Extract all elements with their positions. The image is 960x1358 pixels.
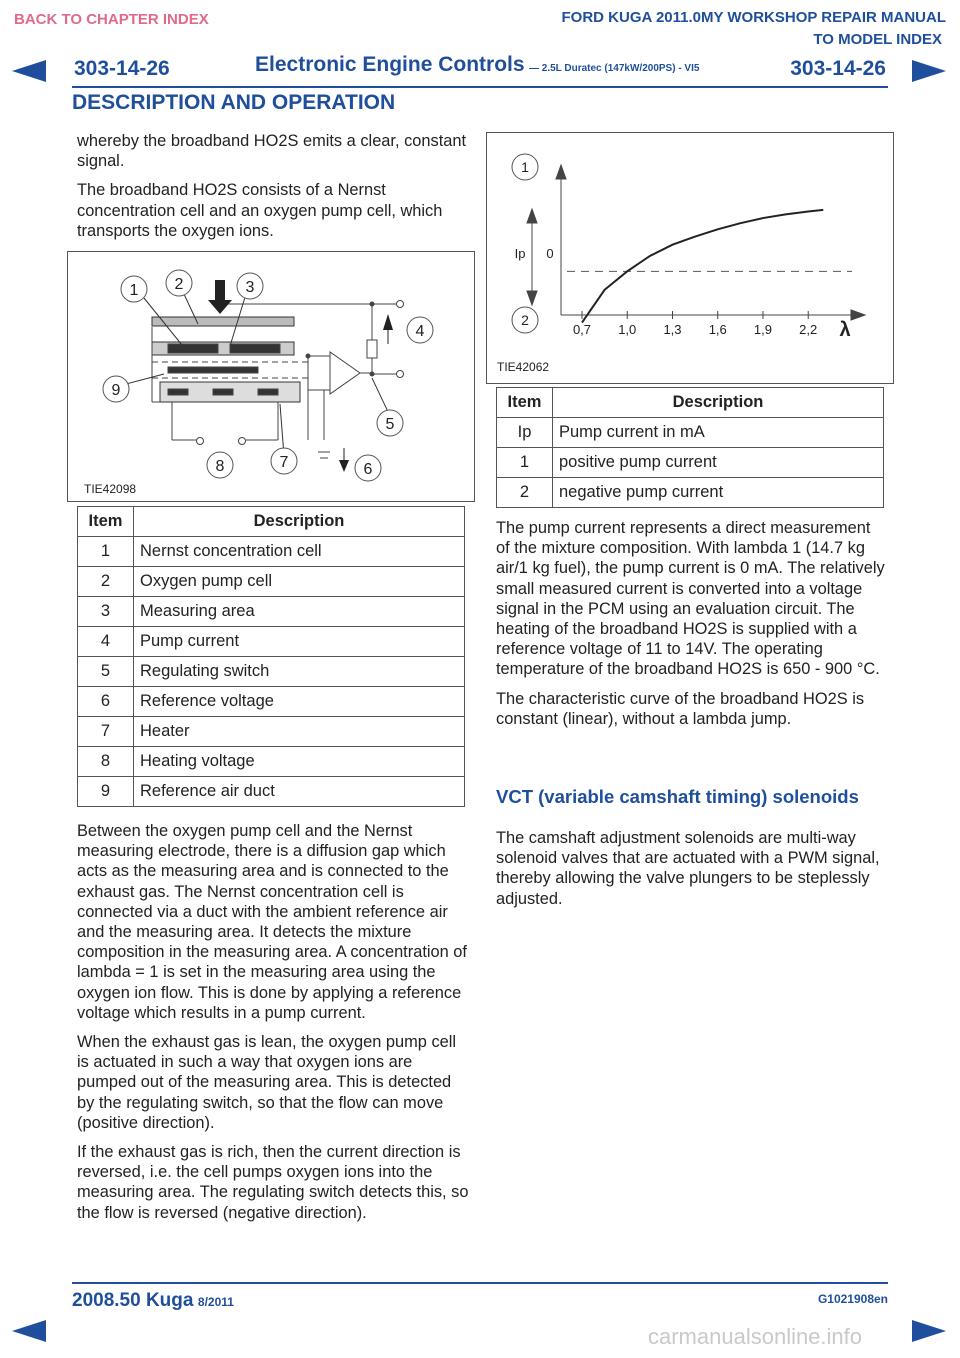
chart-x-tick-label: 0,7 [572,322,592,337]
table2-description: Pump current in mA [553,418,884,448]
pump-current-arrow-icon [383,314,393,330]
body-paragraph-3: If the exhaust gas is rich, then the current direction is reversed, i.e. the cell pumps oxygen ions into the measuring area. The regulating switch detects this, so the flow is reversed (negative direction). [77,1143,469,1222]
page-heading: DESCRIPTION AND OPERATION [72,91,396,114]
chart-x-tick-label: 1,3 [663,322,682,337]
figure1-callout-2: 2 [174,276,184,293]
page-number-right: 303-14-26 [790,57,886,80]
section-subtitle: — 2.5L Duratec (147kW/200PS) - VI5 [529,63,700,74]
table-row [78,537,465,567]
section-heading [255,53,699,77]
table1-item: 5 [78,657,134,687]
table1-header-row [78,507,465,537]
figure1-code: TIE42098 [84,482,137,496]
figure-pump-current-chart [486,132,894,384]
table1-description: Pump current [134,627,465,657]
table1-description: Reference air duct [134,777,465,807]
table1-item: 1 [78,537,134,567]
figure1-callout-5: 5 [385,416,395,433]
vct-paragraph: The camshaft adjustment solenoids are multi-way solenoid valves that are actuated with a PWM signal, thereby allowing the valve plungers to be steplessly adjusted. [496,829,880,908]
figure1-callout-9: 9 [111,382,121,399]
chart-x-tick-label: 1,0 [618,322,637,337]
footer-brand: 2008.50 Kuga [72,1290,194,1311]
regulating-amplifier [330,352,360,394]
watermark: carmanualsonline.info [648,1324,863,1349]
vct-body [496,828,888,918]
table-row [78,567,465,597]
table1-description: Oxygen pump cell [134,567,465,597]
figure-sensor-diagram [67,251,475,502]
table-row [78,597,465,627]
electrode-right [230,344,280,353]
pump-cell-upper-layer [152,317,294,326]
table-row [497,478,884,508]
footer-code: G1021908en [817,1292,888,1306]
table-row [78,627,465,657]
chart-x-tick-label: 1,9 [753,322,773,337]
prev-page-arrow-bottom-icon[interactable] [12,1320,46,1342]
table-row [78,747,465,777]
table2-item: 1 [497,448,553,478]
table-row [78,687,465,717]
sensor-diagram-svg [68,252,474,501]
table1-item: 7 [78,717,134,747]
reference-voltage-arrow-icon [339,460,349,472]
table-item-descriptions [77,506,465,807]
table1-description: Heating voltage [134,747,465,777]
chart-zero-label: 0 [546,246,554,261]
intro-paragraph-1: whereby the broadband HO2S emits a clear, constant signal. [77,132,467,171]
nernst-electrode [168,367,258,373]
header-rule [72,86,888,88]
table2-header-description: Description [553,388,884,418]
figure1-callout-8: 8 [215,458,225,475]
left-body-text [77,821,472,1232]
table2-item: 2 [497,478,553,508]
electrode-left [168,344,218,353]
right-paragraph-2: The characteristic curve of the broadband HO2S is constant (linear), without a lambda jump. [496,689,865,728]
footer-date: 8/2011 [197,1295,234,1309]
figure1-callout-4: 4 [415,323,425,340]
table2-item: Ip [497,418,553,448]
table1-description: Heater [134,717,465,747]
figure1-callout-3: 3 [245,279,255,296]
ip-up-arrow-icon [527,209,537,223]
next-page-arrow-bottom-icon[interactable] [912,1320,946,1342]
body-paragraph-2: When the exhaust gas is lean, the oxygen pump cell is actuated in such a way that oxygen ions are pumped out of the measuring area. This is detected by the regulating switch, so that the flow can move (positive direction). [77,1033,457,1132]
chart-ip-label: Ip [514,246,526,261]
back-to-chapter-link[interactable]: BACK TO CHAPTER INDEX [14,11,209,28]
vct-heading: VCT (variable camshaft timing) solenoids [496,786,859,807]
figure1-callout-6: 6 [363,461,373,478]
intro-paragraph-2: The broadband HO2S consists of a Nernst concentration cell and an oxygen pump cell, which transports the oxygen ions. [77,181,443,240]
chart-x-tick-label: 1,6 [708,322,727,337]
table1-header-description: Description [134,507,465,537]
table1-item: 2 [78,567,134,597]
right-body-text [496,518,888,738]
table1-item: 4 [78,627,134,657]
manual-title: FORD KUGA 2011.0MY WORKSHOP REPAIR MANUAL [561,9,946,26]
exhaust-gas-arrow-icon [208,280,232,314]
table1-description: Nernst concentration cell [134,537,465,567]
ip-down-arrow-icon [527,291,537,305]
figure2-code: TIE42062 [497,360,550,374]
pump-current-chart-svg [487,133,893,383]
table-row [78,717,465,747]
footer-brand-block [72,1290,234,1312]
chart-callout-2: 2 [521,312,529,328]
table1-item: 9 [78,777,134,807]
page-number-left: 303-14-26 [74,57,170,80]
table1-description: Reference voltage [134,687,465,717]
figure1-callout-1: 1 [129,282,139,299]
table2-header-row [497,388,884,418]
table1-item: 3 [78,597,134,627]
table-row [497,448,884,478]
table2-description: negative pump current [553,478,884,508]
table1-item: 8 [78,747,134,777]
table2-header-item: Item [497,388,553,418]
figure1-callout-7: 7 [279,454,289,471]
table-row [78,777,465,807]
prev-page-arrow-icon[interactable] [12,60,46,82]
chart-series-line [582,210,823,323]
table1-description: Regulating switch [134,657,465,687]
footer-rule [72,1282,888,1284]
chart-callout-1: 1 [521,159,529,175]
section-title: Electronic Engine Controls [255,53,525,76]
table1-header-item: Item [78,507,134,537]
table-pump-current-items [496,387,884,508]
body-paragraph-1: Between the oxygen pump cell and the Nernst measuring electrode, there is a diffusion gap which acts as the measuring area and is connected to the exhaust gas. The Nernst concentration cell is connected via a duct with the ambient reference air and the measuring area. It detects the mixture composition in the measuring area. A concentration of lambda = 1 is set in the measuring area using the oxygen ion flow. This is done by applying a reference voltage which results in a pump current. [77,822,467,1022]
left-intro [77,131,472,250]
next-page-arrow-icon[interactable] [912,60,946,82]
right-paragraph-1: The pump current represents a direct measurement of the mixture composition. With lambda 1 (14.7 kg air/1 kg fuel), the pump current is 0 mA. The relatively small measured current is converted into a voltage signal in the PCM using an evaluation circuit. The heating of the broadband HO2S is supplied with a reference voltage of 11 to 14V. The operating temperature of the broadband HO2S is 650 - 900 °C. [496,519,885,679]
resistor [367,340,377,358]
table-row [497,418,884,448]
table1-item: 6 [78,687,134,717]
chart-y-axis-arrow-icon [556,165,566,179]
to-model-index-link[interactable]: TO MODEL INDEX [813,31,942,48]
table1-description: Measuring area [134,597,465,627]
chart-x-tick-label: 2,2 [799,322,818,337]
chart-lambda-label: λ [839,319,851,341]
table-row [78,657,465,687]
chart-x-axis-arrow-icon [851,310,865,320]
table2-description: positive pump current [553,448,884,478]
